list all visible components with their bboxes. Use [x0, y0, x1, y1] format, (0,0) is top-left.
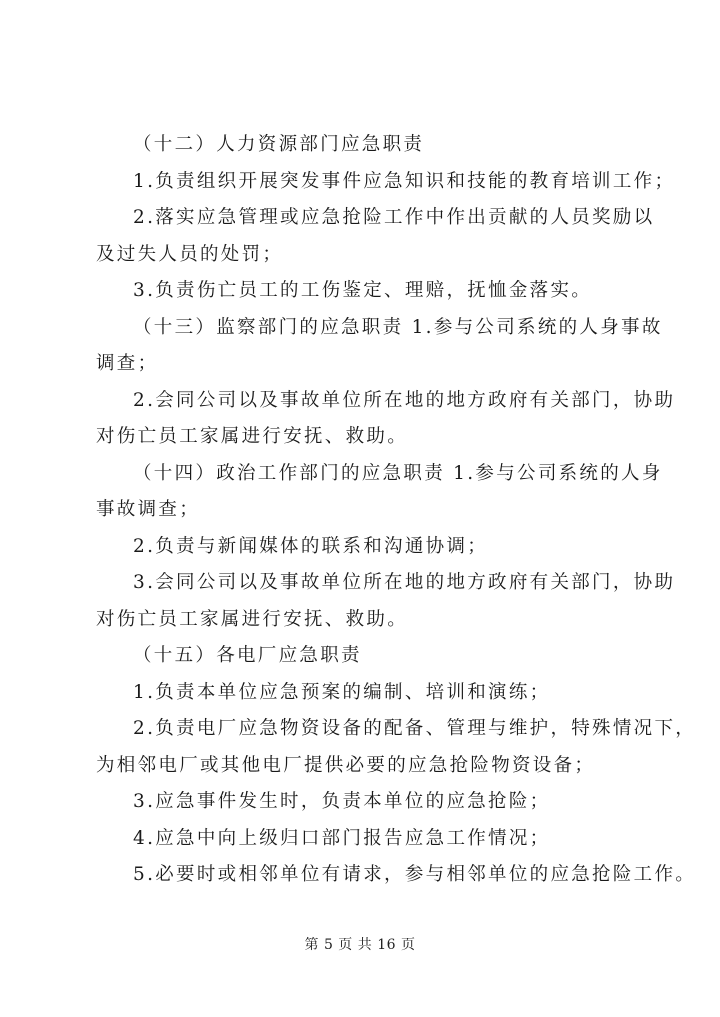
paragraph-line: 对伤亡员工家属进行安抚、救助。: [96, 426, 409, 447]
paragraph-line: 3.会同公司以及事故单位所在地的地方政府有关部门，协助: [133, 572, 676, 593]
paragraph-line: 2.会同公司以及事故单位所在地的地方政府有关部门，协助: [133, 389, 676, 411]
document-body: [96, 127, 697, 894]
paragraph-line: 及过失人员的处罚；: [96, 243, 284, 265]
paragraph-line: 4.应急中向上级归口部门报告应急工作情况；: [133, 827, 551, 849]
section-heading-14: （十四）政治工作部门的应急职责 1.参与公司系统的人身: [133, 462, 663, 484]
paragraph-line: 2.负责与新闻媒体的联系和沟通协调；: [133, 535, 489, 557]
paragraph-line: 3.负责伤亡员工的工伤鉴定、理赔，抚恤金落实。: [133, 280, 593, 301]
paragraph-line: 5.必要时或相邻单位有请求，参与相邻单位的应急抢险工作。: [133, 864, 697, 885]
paragraph-line: 3.应急事件发生时，负责本单位的应急抢险；: [133, 791, 551, 812]
paragraph-line: 对伤亡员工家属进行安抚、救助。: [96, 608, 409, 630]
page-number-footer: 第 5 页 共 16 页: [304, 937, 416, 953]
paragraph-line: 为相邻电厂或其他电厂提供必要的应急抢险物资设备；: [96, 754, 596, 776]
paragraph-line: 1.负责本单位应急预案的编制、培训和演练；: [133, 681, 551, 703]
paragraph-line: 调查；: [96, 353, 159, 374]
paragraph-line: 1.负责组织开展突发事件应急知识和技能的教育培训工作；: [133, 170, 676, 192]
paragraph-line: 事故调查；: [96, 499, 201, 520]
section-heading-12: （十二）人力资源部门应急职责: [133, 134, 425, 155]
section-heading-15: （十五）各电厂应急职责: [133, 645, 362, 666]
paragraph-line: 2.落实应急管理或应急抢险工作中作出贡献的人员奖励以: [133, 207, 655, 228]
section-heading-13: （十三）监察部门的应急职责 1.参与公司系统的人身事故: [133, 316, 663, 338]
paragraph-line: 2.负责电厂应急物资设备的配备、管理与维护，特殊情况下，: [133, 718, 697, 739]
